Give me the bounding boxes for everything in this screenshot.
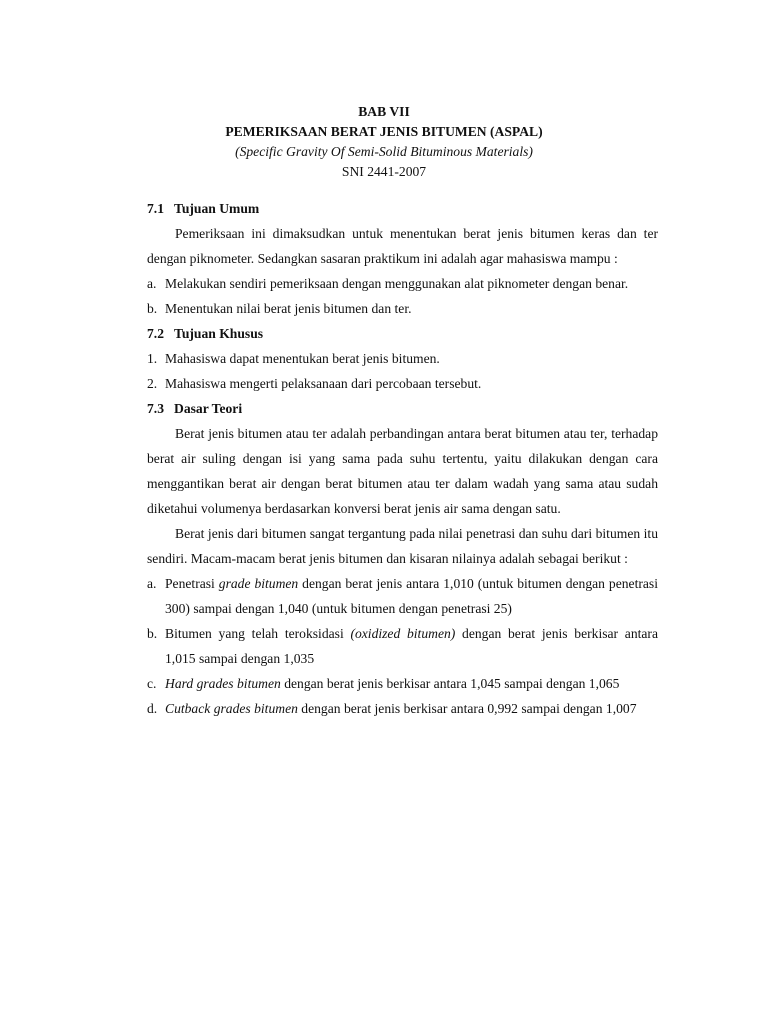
gravity-range-list [147, 571, 658, 721]
list-marker: b. [147, 626, 158, 641]
chapter-label: BAB VII [358, 104, 410, 119]
section-paragraph: Pemeriksaan ini dimaksudkan untuk menentukan berat jenis bitumen keras dan ter dengan piknometer. Sedangkan sasaran praktikum ini adalah agar mahasiswa mampu : [147, 226, 658, 266]
list-item-text: Melakukan sendiri pemeriksaan dengan menggunakan alat piknometer dengan benar. [165, 276, 629, 291]
list-item-text: Mahasiswa mengerti pelaksanaan dari percobaan tersebut. [165, 376, 482, 391]
section-title: Dasar Teori [174, 401, 243, 416]
list-item-term: Cutback grades bitumen [165, 701, 298, 716]
list-marker: a. [147, 576, 157, 591]
title-block [0, 102, 768, 182]
list-item-text-post: dengan berat jenis berkisar antara 1,045 sampai dengan 1,065 [280, 676, 620, 691]
objective-list [147, 271, 658, 321]
objective-list [147, 346, 658, 396]
list-marker: 1. [147, 351, 158, 366]
list-marker: 2. [147, 376, 158, 391]
list-item [147, 621, 658, 671]
list-item-text: Menentukan nilai berat jenis bitumen dan ter. [165, 301, 412, 316]
section-number: 7.2 [147, 326, 164, 341]
list-marker: d. [147, 701, 158, 716]
list-item [147, 696, 658, 721]
section-number: 7.1 [147, 201, 164, 216]
chapter-subtitle: (Specific Gravity Of Semi-Solid Bituminous Materials) [235, 144, 533, 159]
list-item-text: Mahasiswa dapat menentukan berat jenis bitumen. [165, 351, 440, 366]
list-item-term: grade bitumen [218, 576, 299, 591]
section-paragraph: Berat jenis dari bitumen sangat tergantung pada nilai penetrasi dan suhu dari bitumen itu sendiri. Macam-macam berat jenis bitumen dan kisaran nilainya adalah sebagai berikut : [147, 526, 658, 566]
section-paragraph: Berat jenis bitumen atau ter adalah perbandingan antara berat bitumen atau ter, terhadap berat air suling dengan isi yang sama pada suhu tertentu, yaitu dilakukan dengan cara menggantikan berat air dengan berat bitumen atau ter dalam wadah yang sama atau sudah diketahui volumenya berdasarkan konversi berat jenis air sama dengan satu. [147, 426, 658, 516]
list-marker: b. [147, 301, 158, 316]
list-item [147, 371, 658, 396]
chapter-title: PEMERIKSAAN BERAT JENIS BITUMEN (ASPAL) [225, 124, 543, 139]
list-item-text-pre: Bitumen yang telah teroksidasi [165, 626, 351, 641]
section-title: Tujuan Umum [174, 201, 260, 216]
list-item [147, 271, 658, 296]
section-heading-7-2 [147, 321, 658, 346]
list-item [147, 571, 658, 621]
list-item-term: (oxidized bitumen) [350, 626, 456, 641]
list-item [147, 346, 658, 371]
list-item-text-pre: Penetrasi [165, 576, 219, 591]
section-title: Tujuan Khusus [174, 326, 264, 341]
list-marker: c. [147, 676, 157, 691]
list-marker: a. [147, 276, 157, 291]
standard-reference: SNI 2441-2007 [341, 164, 427, 179]
list-item [147, 296, 658, 321]
section-heading-7-1 [147, 196, 658, 221]
list-item [147, 671, 658, 696]
section-heading-7-3 [147, 396, 658, 421]
list-item-text-post: dengan berat jenis berkisar antara 1,015 sampai dengan 1,035 [165, 626, 658, 666]
section-number: 7.3 [147, 401, 164, 416]
document-body [147, 196, 658, 721]
list-item-term: Hard grades bitumen [165, 676, 281, 691]
list-item-text-post: dengan berat jenis antara 1,010 (untuk bitumen dengan penetrasi 300) sampai dengan 1,040 (untuk bitumen dengan penetrasi 25) [165, 576, 658, 616]
list-item-text-post: dengan berat jenis berkisar antara 0,992 sampai dengan 1,007 [297, 701, 637, 716]
